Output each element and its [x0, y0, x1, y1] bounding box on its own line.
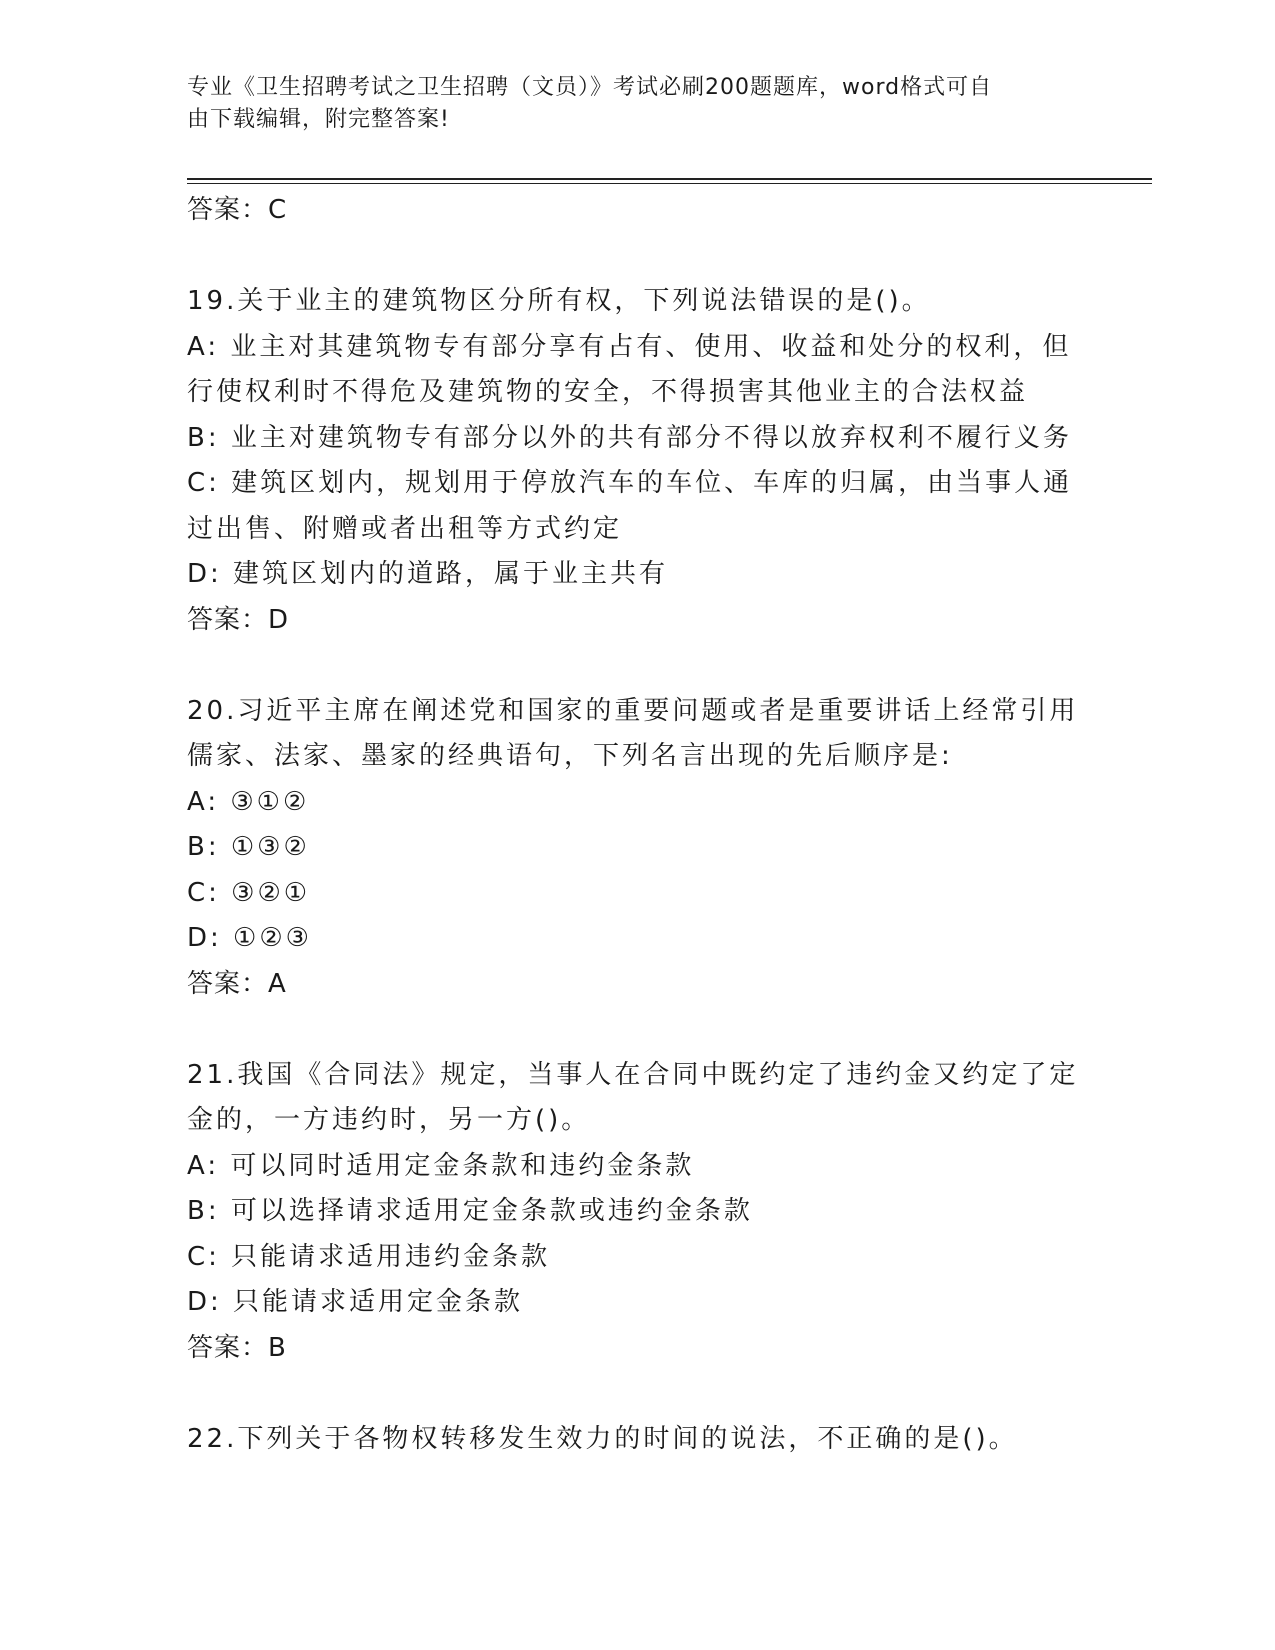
question-stem-line: 19.关于业主的建筑物区分所有权，下列说法错误的是()。 — [187, 286, 931, 316]
option-a-line: A: ③①② — [187, 786, 310, 817]
question-20 — [187, 689, 1087, 1008]
question-stem-line: 21.我国《合同法》规定，当事人在合同中既约定了违约金又约定了定 — [187, 1059, 1079, 1090]
question-list — [187, 188, 1087, 1462]
answer-line: 答案：D — [187, 604, 290, 635]
header-line-2: 由下载编辑，附完整答案! — [187, 107, 450, 132]
header-line-1: 专业《卫生招聘考试之卫生招聘（文员）》考试必刷200题题库，word格式可自 — [187, 75, 993, 100]
spacer — [187, 643, 1087, 689]
question-stem-line: 儒家、法家、墨家的经典语句，下列名言出现的先后顺序是: — [187, 741, 953, 771]
page-header — [187, 72, 1067, 136]
question-stem-line: 22.下列关于各物权转移发生效力的时间的说法，不正确的是()。 — [187, 1423, 1018, 1454]
option-a-line: A: 可以同时适用定金条款和违约金条款 — [187, 1150, 695, 1181]
answer-line: 答案：B — [187, 1332, 287, 1363]
spacer — [187, 234, 1087, 280]
question-21 — [187, 1053, 1087, 1372]
option-b-line: B: ①③② — [187, 832, 310, 862]
header-divider-thin — [187, 183, 1152, 184]
spacer — [187, 1007, 1087, 1053]
option-d-line: D: ①②③ — [187, 923, 312, 953]
option-b-line: B: 可以选择请求适用定金条款或违约金条款 — [187, 1196, 753, 1226]
option-c-line: 过出售、附赠或者出租等方式约定 — [187, 513, 623, 544]
spacer — [187, 1371, 1087, 1417]
option-d-line: D: 只能请求适用定金条款 — [187, 1287, 524, 1317]
question-19 — [187, 279, 1087, 643]
answer-line: 答案：A — [187, 968, 287, 999]
header-divider-thick — [187, 178, 1152, 180]
answer-line: 答案：C — [187, 195, 288, 225]
option-c-line: C: ③②① — [187, 877, 311, 908]
option-a-line: A: 业主对其建筑物专有部分享有占有、使用、收益和处分的权利，但 — [187, 331, 1072, 362]
question-stem-line: 20.习近平主席在阐述党和国家的重要问题或者是重要讲话上经常引用 — [187, 695, 1079, 726]
option-d-line: D: 建筑区划内的道路，属于业主共有 — [187, 559, 669, 589]
question-22 — [187, 1417, 1087, 1463]
option-b-line: B: 业主对建筑物专有部分以外的共有部分不得以放弃权利不履行义务 — [187, 422, 1072, 453]
option-c-line: C: 只能请求适用违约金条款 — [187, 1241, 551, 1272]
option-c-line: C: 建筑区划内，规划用于停放汽车的车位、车库的归属，由当事人通 — [187, 468, 1073, 498]
question-stem-line: 金的，一方违约时，另一方()。 — [187, 1105, 591, 1135]
option-a-line: 行使权利时不得危及建筑物的安全，不得损害其他业主的合法权益 — [187, 377, 1029, 407]
